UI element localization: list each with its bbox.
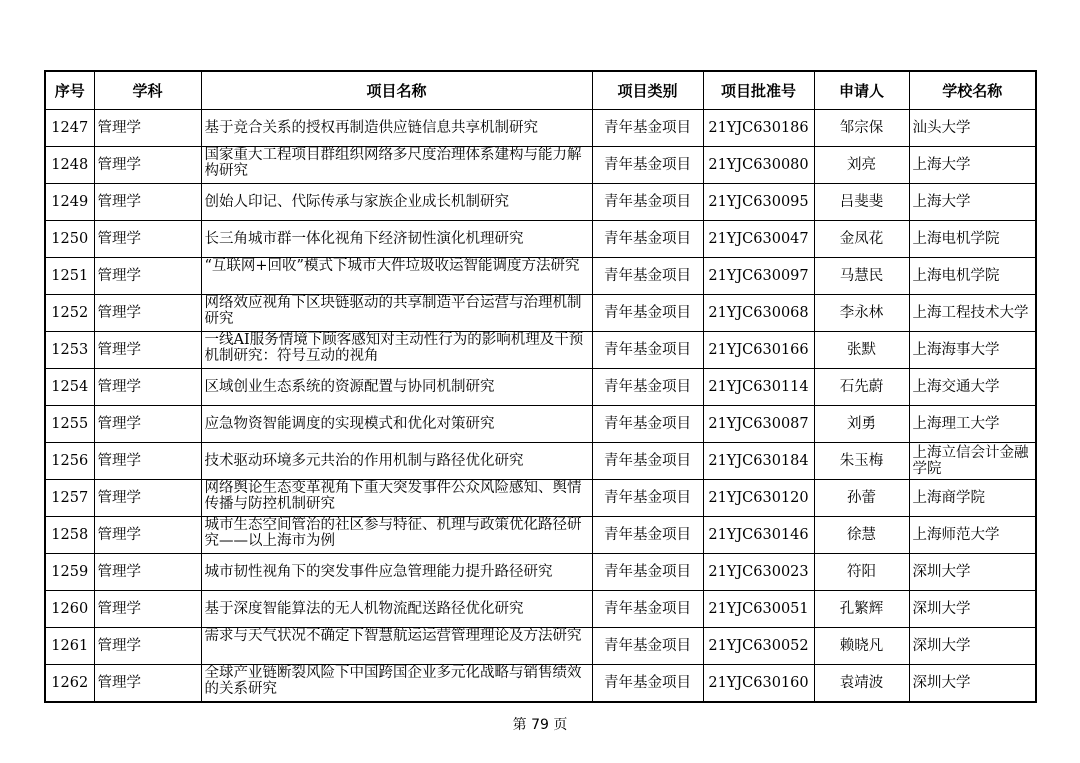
cell-no: 1247 (45, 110, 94, 147)
cell-project: 基于竞合关系的授权再制造供应链信息共享机制研究 (201, 110, 592, 147)
cell-school: 上海大学 (909, 147, 1036, 184)
table-row (45, 406, 1036, 443)
cell-type: 青年基金项目 (592, 628, 703, 665)
cell-discipline: 管理学 (94, 110, 201, 147)
cell-applicant: 刘亮 (814, 147, 909, 184)
cell-school: 上海大学 (909, 184, 1036, 221)
cell-approval: 21YJC630095 (703, 184, 814, 221)
cell-no: 1248 (45, 147, 94, 184)
cell-discipline: 管理学 (94, 147, 201, 184)
cell-type: 青年基金项目 (592, 184, 703, 221)
cell-school: 上海电机学院 (909, 221, 1036, 258)
cell-type: 青年基金项目 (592, 665, 703, 703)
cell-discipline: 管理学 (94, 443, 201, 480)
cell-school: 深圳大学 (909, 665, 1036, 703)
table-row (45, 221, 1036, 258)
cell-type: 青年基金项目 (592, 295, 703, 332)
table-row (45, 517, 1036, 554)
header-row (45, 71, 1036, 110)
cell-applicant: 吕斐斐 (814, 184, 909, 221)
cell-discipline: 管理学 (94, 628, 201, 665)
cell-no: 1251 (45, 258, 94, 295)
table-row (45, 147, 1036, 184)
cell-school: 上海海事大学 (909, 332, 1036, 369)
cell-school: 深圳大学 (909, 591, 1036, 628)
cell-discipline: 管理学 (94, 665, 201, 703)
cell-approval: 21YJC630160 (703, 665, 814, 703)
cell-type: 青年基金项目 (592, 147, 703, 184)
table-row (45, 591, 1036, 628)
cell-type: 青年基金项目 (592, 443, 703, 480)
cell-type: 青年基金项目 (592, 554, 703, 591)
cell-type: 青年基金项目 (592, 517, 703, 554)
cell-project: 国家重大工程项目群组织网络多尺度治理体系建构与能力解构研究 (201, 147, 592, 184)
cell-type: 青年基金项目 (592, 591, 703, 628)
cell-approval: 21YJC630047 (703, 221, 814, 258)
cell-discipline: 管理学 (94, 295, 201, 332)
cell-project: 网络效应视角下区块链驱动的共享制造平台运营与治理机制研究 (201, 295, 592, 332)
cell-type: 青年基金项目 (592, 221, 703, 258)
cell-approval: 21YJC630052 (703, 628, 814, 665)
header-approval: 项目批准号 (703, 71, 814, 110)
cell-discipline: 管理学 (94, 406, 201, 443)
cell-project: 基于深度智能算法的无人机物流配送路径优化研究 (201, 591, 592, 628)
cell-school: 上海交通大学 (909, 369, 1036, 406)
cell-applicant: 袁靖波 (814, 665, 909, 703)
cell-applicant: 徐慧 (814, 517, 909, 554)
header-no: 序号 (45, 71, 94, 110)
cell-no: 1254 (45, 369, 94, 406)
cell-applicant: 孙蕾 (814, 480, 909, 517)
header-discipline: 学科 (94, 71, 201, 110)
cell-discipline: 管理学 (94, 221, 201, 258)
cell-school: 上海理工大学 (909, 406, 1036, 443)
cell-school: 汕头大学 (909, 110, 1036, 147)
cell-no: 1252 (45, 295, 94, 332)
cell-type: 青年基金项目 (592, 480, 703, 517)
cell-discipline: 管理学 (94, 369, 201, 406)
table-row (45, 369, 1036, 406)
cell-approval: 21YJC630184 (703, 443, 814, 480)
cell-no: 1257 (45, 480, 94, 517)
cell-applicant: 金凤花 (814, 221, 909, 258)
cell-project: 需求与天气状况不确定下智慧航运运营管理理论及方法研究 (201, 628, 592, 665)
cell-project: 创始人印记、代际传承与家族企业成长机制研究 (201, 184, 592, 221)
cell-discipline: 管理学 (94, 332, 201, 369)
cell-applicant: 朱玉梅 (814, 443, 909, 480)
cell-type: 青年基金项目 (592, 332, 703, 369)
table-row (45, 258, 1036, 295)
cell-approval: 21YJC630120 (703, 480, 814, 517)
cell-no: 1253 (45, 332, 94, 369)
cell-applicant: 石先蔚 (814, 369, 909, 406)
cell-applicant: 符阳 (814, 554, 909, 591)
cell-approval: 21YJC630051 (703, 591, 814, 628)
page-number: 第 79 页 (512, 717, 568, 733)
cell-no: 1258 (45, 517, 94, 554)
header-applicant: 申请人 (814, 71, 909, 110)
cell-discipline: 管理学 (94, 184, 201, 221)
header-project: 项目名称 (201, 71, 592, 110)
cell-school: 上海立信会计金融学院 (909, 443, 1036, 480)
cell-no: 1262 (45, 665, 94, 703)
cell-type: 青年基金项目 (592, 110, 703, 147)
cell-project: 技术驱动环境多元共治的作用机制与路径优化研究 (201, 443, 592, 480)
cell-type: 青年基金项目 (592, 369, 703, 406)
cell-discipline: 管理学 (94, 517, 201, 554)
table-row (45, 332, 1036, 369)
cell-project: 一线AI服务情境下顾客感知对主动性行为的影响机理及干预机制研究：符号互动的视角 (201, 332, 592, 369)
cell-discipline: 管理学 (94, 258, 201, 295)
table-row (45, 665, 1036, 703)
cell-approval: 21YJC630080 (703, 147, 814, 184)
cell-no: 1249 (45, 184, 94, 221)
cell-approval: 21YJC630068 (703, 295, 814, 332)
cell-applicant: 邹宗保 (814, 110, 909, 147)
cell-no: 1256 (45, 443, 94, 480)
table-row (45, 628, 1036, 665)
cell-school: 深圳大学 (909, 628, 1036, 665)
cell-school: 上海师范大学 (909, 517, 1036, 554)
cell-project: 城市韧性视角下的突发事件应急管理能力提升路径研究 (201, 554, 592, 591)
table-row (45, 295, 1036, 332)
cell-applicant: 马慧民 (814, 258, 909, 295)
cell-project: 区域创业生态系统的资源配置与协同机制研究 (201, 369, 592, 406)
cell-applicant: 孔繁辉 (814, 591, 909, 628)
cell-project: “互联网+回收”模式下城市大件垃圾收运智能调度方法研究 (201, 258, 592, 295)
cell-no: 1260 (45, 591, 94, 628)
cell-project: 城市生态空间管治的社区参与特征、机理与政策优化路径研究——以上海市为例 (201, 517, 592, 554)
cell-applicant: 刘勇 (814, 406, 909, 443)
project-table (44, 70, 1037, 703)
cell-discipline: 管理学 (94, 591, 201, 628)
cell-approval: 21YJC630146 (703, 517, 814, 554)
cell-type: 青年基金项目 (592, 258, 703, 295)
table-row (45, 184, 1036, 221)
table-row (45, 480, 1036, 517)
cell-discipline: 管理学 (94, 554, 201, 591)
header-school: 学校名称 (909, 71, 1036, 110)
cell-approval: 21YJC630097 (703, 258, 814, 295)
cell-project: 应急物资智能调度的实现模式和优化对策研究 (201, 406, 592, 443)
table-row (45, 110, 1036, 147)
cell-no: 1261 (45, 628, 94, 665)
cell-no: 1250 (45, 221, 94, 258)
cell-applicant: 李永林 (814, 295, 909, 332)
cell-school: 上海商学院 (909, 480, 1036, 517)
cell-approval: 21YJC630114 (703, 369, 814, 406)
cell-approval: 21YJC630186 (703, 110, 814, 147)
cell-school: 上海电机学院 (909, 258, 1036, 295)
cell-project: 网络舆论生态变革视角下重大突发事件公众风险感知、舆情传播与防控机制研究 (201, 480, 592, 517)
cell-no: 1255 (45, 406, 94, 443)
cell-approval: 21YJC630087 (703, 406, 814, 443)
cell-school: 上海工程技术大学 (909, 295, 1036, 332)
table-row (45, 443, 1036, 480)
cell-project: 长三角城市群一体化视角下经济韧性演化机理研究 (201, 221, 592, 258)
cell-school: 深圳大学 (909, 554, 1036, 591)
header-type: 项目类别 (592, 71, 703, 110)
cell-approval: 21YJC630166 (703, 332, 814, 369)
cell-type: 青年基金项目 (592, 406, 703, 443)
cell-no: 1259 (45, 554, 94, 591)
cell-approval: 21YJC630023 (703, 554, 814, 591)
cell-applicant: 张默 (814, 332, 909, 369)
cell-discipline: 管理学 (94, 480, 201, 517)
cell-project: 全球产业链断裂风险下中国跨国企业多元化战略与销售绩效的关系研究 (201, 665, 592, 703)
table-row (45, 554, 1036, 591)
cell-applicant: 赖晓凡 (814, 628, 909, 665)
